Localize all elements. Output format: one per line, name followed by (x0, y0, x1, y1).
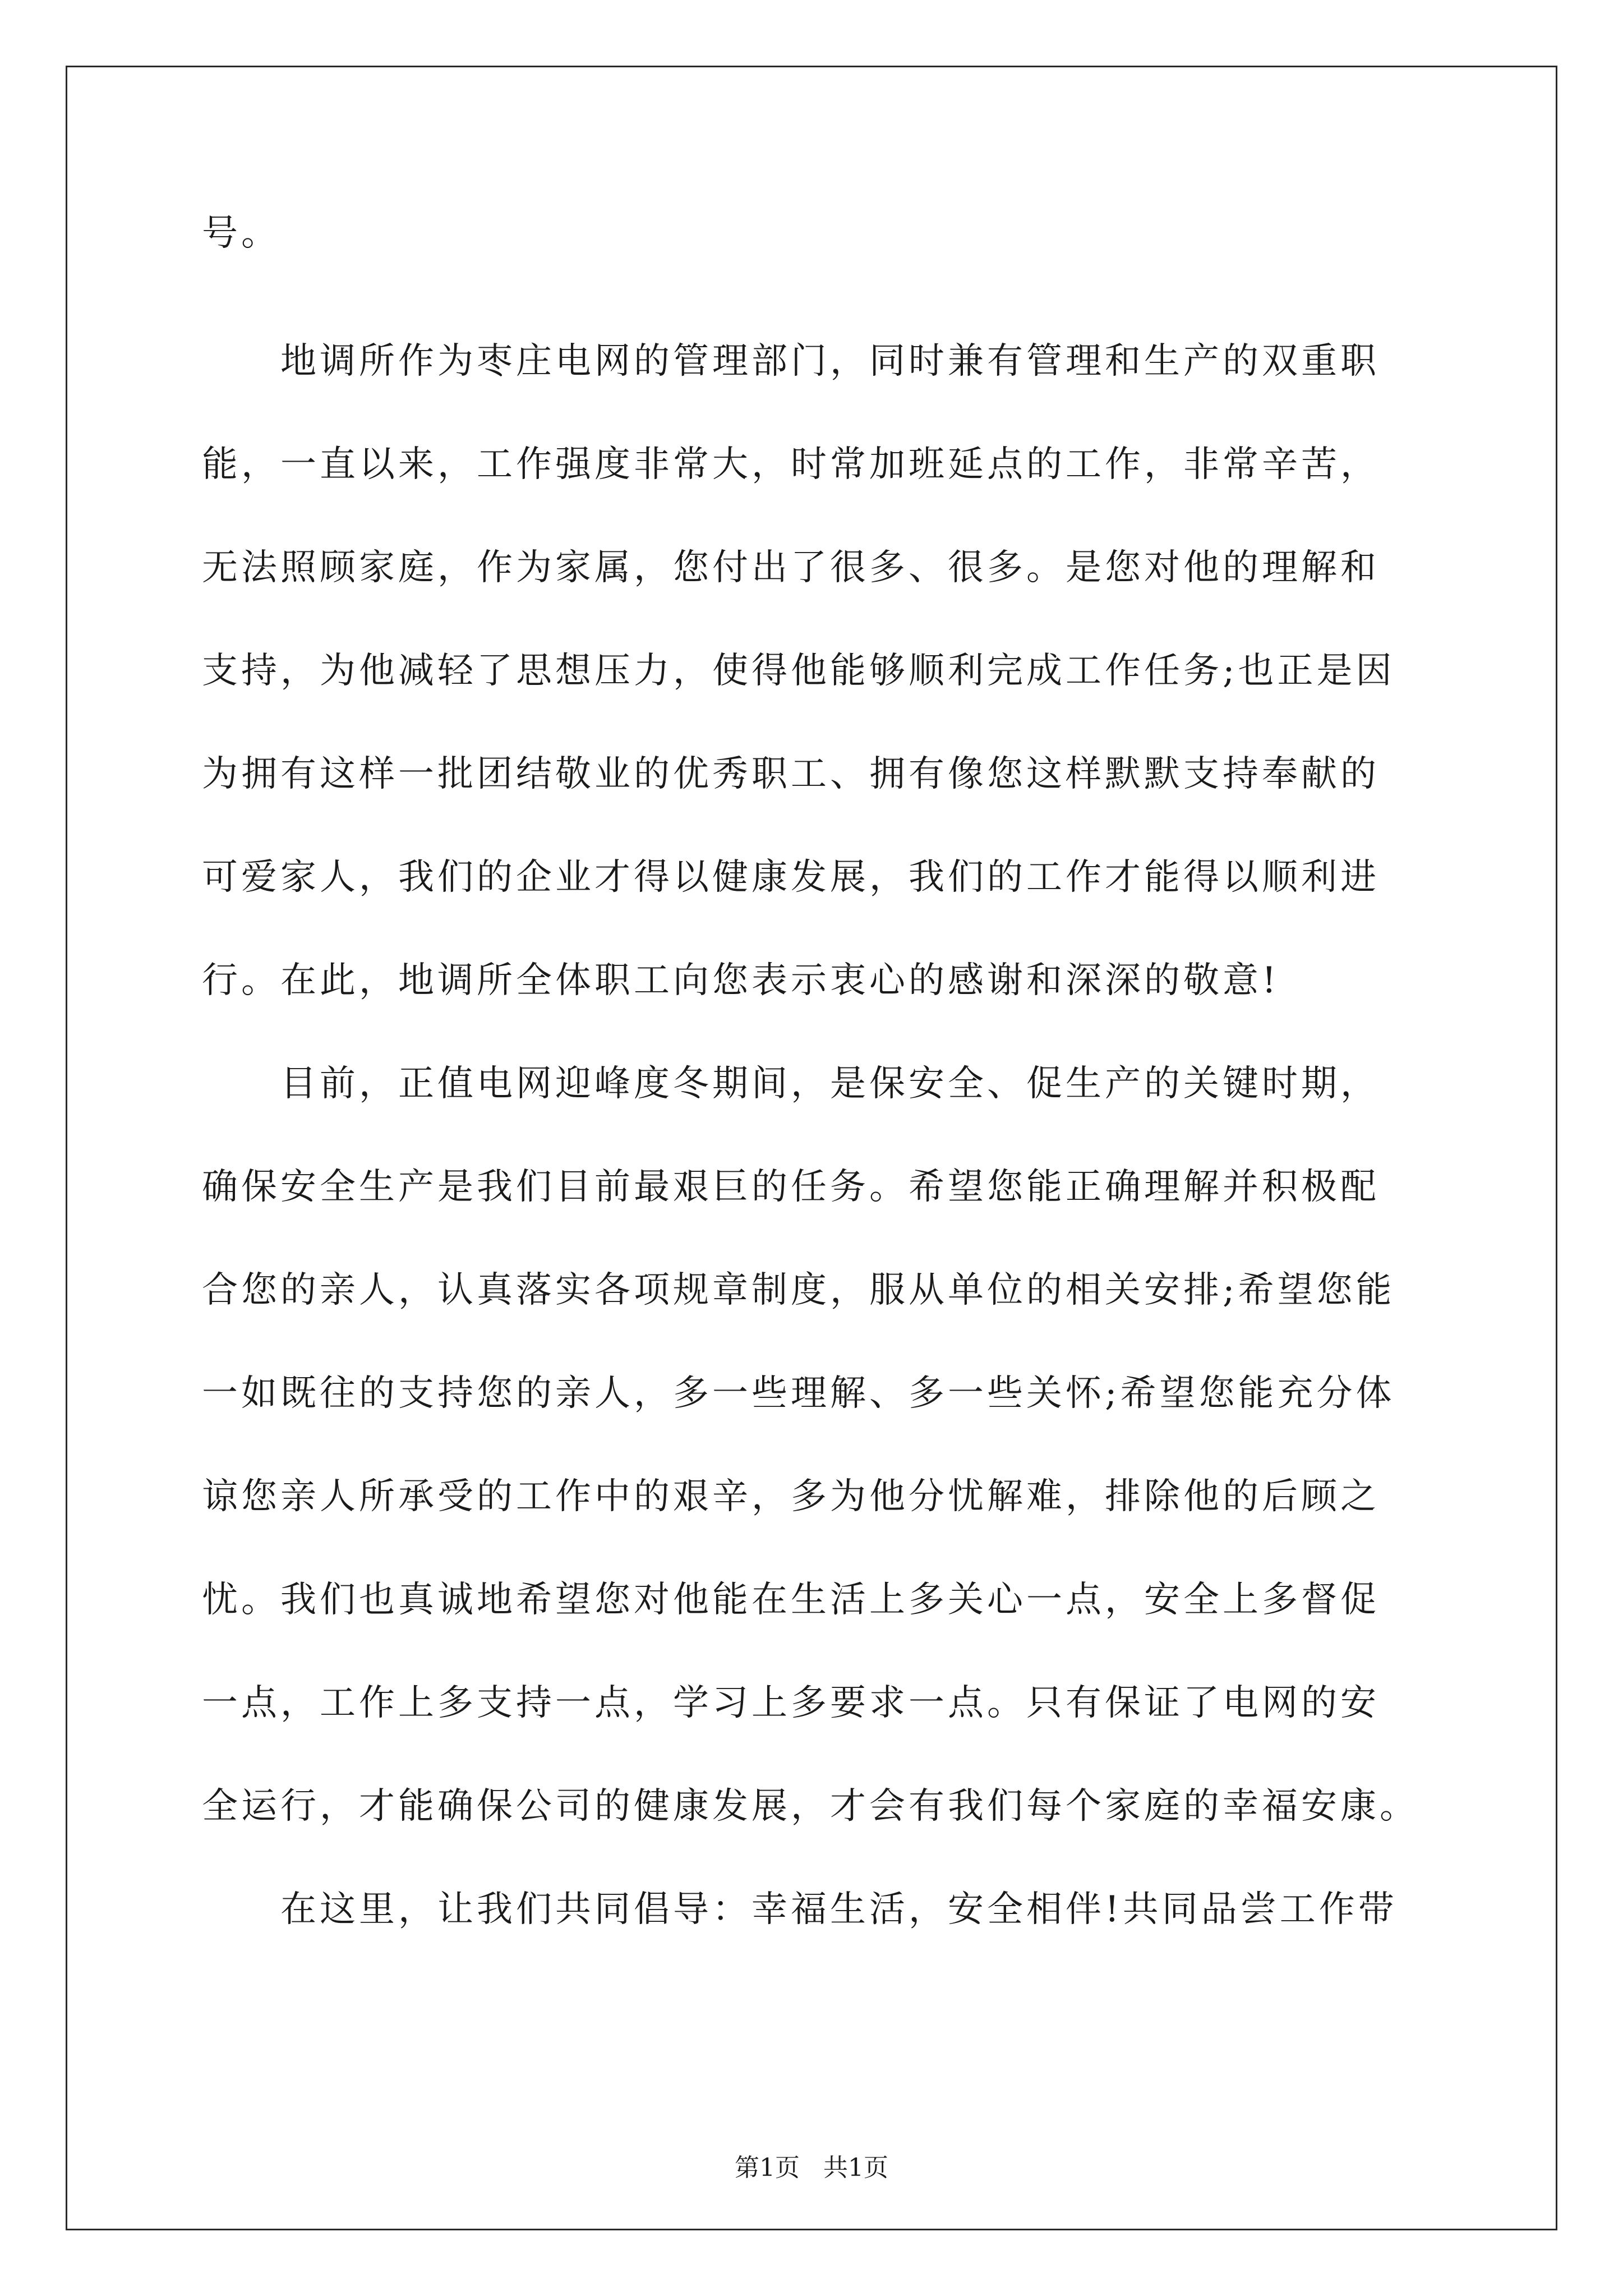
text-line: 号。 (202, 213, 280, 254)
text-line: 为拥有这样一批团结敬业的优秀职工、拥有像您这样默默支持奉献的 (202, 753, 1380, 795)
text-line: 无法照顾家庭，作为家属，您付出了很多、很多。是您对他的理解和 (202, 547, 1380, 588)
text-line: 一点，工作上多支持一点，学习上多要求一点。只有保证了电网的安 (202, 1682, 1380, 1724)
text-line: 全运行，才能确保公司的健康发展，才会有我们每个家庭的幸福安康。 (202, 1786, 1419, 1827)
text-line: 确保安全生产是我们目前最艰巨的任务。希望您能正确理解并积极配 (202, 1166, 1380, 1208)
text-line: 支持，为他减轻了思想压力，使得他能够顺利完成工作任务;也正是因 (202, 650, 1395, 692)
text-line: 一如既往的支持您的亲人，多一些理解、多一些关怀;希望您能充分体 (202, 1373, 1395, 1414)
text-line: 合您的亲人，认真落实各项规章制度，服从单位的相关安排;希望您能 (202, 1269, 1395, 1311)
text-line: 地调所作为枣庄电网的管理部门，同时兼有管理和生产的双重职 (202, 341, 1380, 382)
text-line: 在这里，让我们共同倡导：幸福生活，安全相伴!共同品尝工作带 (202, 1889, 1398, 1930)
text-line: 可爱家人，我们的企业才得以健康发展，我们的工作才能得以顺利进 (202, 857, 1380, 898)
text-line: 能，一直以来，工作强度非常大，时常加班延点的工作，非常辛苦， (202, 444, 1380, 485)
text-line: 忧。我们也真诚地希望您对他能在生活上多关心一点，安全上多督促 (202, 1579, 1380, 1621)
text-line: 目前，正值电网迎峰度冬期间，是保安全、促生产的关键时期， (202, 1063, 1380, 1105)
text-line: 谅您亲人所承受的工作中的艰辛，多为他分忧解难，排除他的后顾之 (202, 1476, 1380, 1517)
page-number-footer: 第1页 共1页 (735, 2154, 888, 2182)
text-line: 行。在此，地调所全体职工向您表示衷心的感谢和深深的敬意! (202, 960, 1280, 1001)
